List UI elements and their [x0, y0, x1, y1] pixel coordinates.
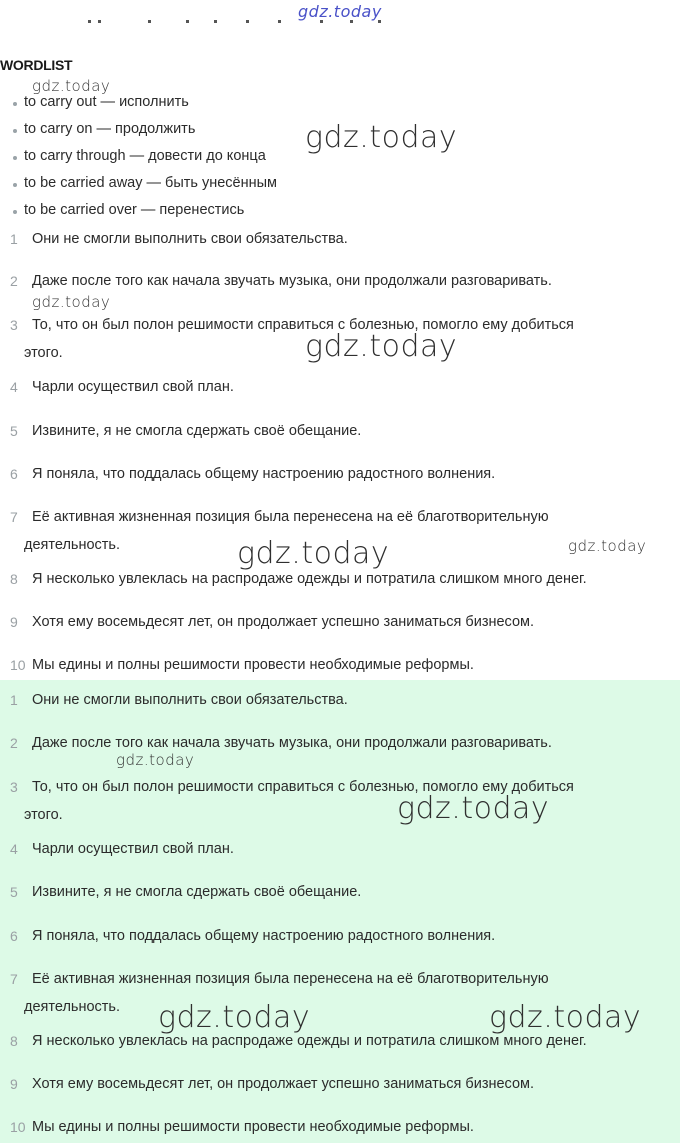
watermark: gdz.today	[298, 2, 382, 21]
watermark: gdz.today	[32, 77, 111, 95]
bullet-icon	[13, 183, 17, 187]
bullet-icon	[13, 102, 17, 106]
bullet-icon	[13, 210, 17, 214]
watermark: gdz.today	[32, 293, 111, 311]
watermark: gdz.today	[489, 1000, 642, 1035]
watermark: gdz.today	[305, 329, 458, 364]
watermark: gdz.today	[116, 751, 195, 769]
watermark: gdz.today	[568, 537, 647, 555]
answer-panel: 1 Они не смогли выполнить свои обязательства. 2 Даже после того как начала звучать музыка, они продолжали разговаривать. 3 То, что он был полон решимости справиться с болезнью, помогло ему добиться этого. 4 Чарли осуществил свой план. 5 Извините, я не смогла сдержать своё обещание. 6 Я поняла, что поддалась общему настроению радостного волнения. 7 Её активная жизненная позиция была перенесена на её благотворительную деятельность. 8 Я несколько увлеклась на распродаже одежды и потратила слишком много денег. 9 Хотя ему восемьдесят лет, он продолжает успешно заниматься бизнесом. 10 Мы едины и полны решимости провести необходимые реформы.	[0, 680, 680, 1143]
watermark: gdz.today	[237, 536, 390, 571]
bullet-icon	[13, 156, 17, 160]
watermark: gdz.today	[397, 791, 550, 826]
watermark: gdz.today	[158, 1000, 311, 1035]
wordlist-heading: WORDLIST	[0, 57, 73, 73]
bullet-icon	[13, 129, 17, 133]
watermark: gdz.today	[305, 120, 458, 155]
